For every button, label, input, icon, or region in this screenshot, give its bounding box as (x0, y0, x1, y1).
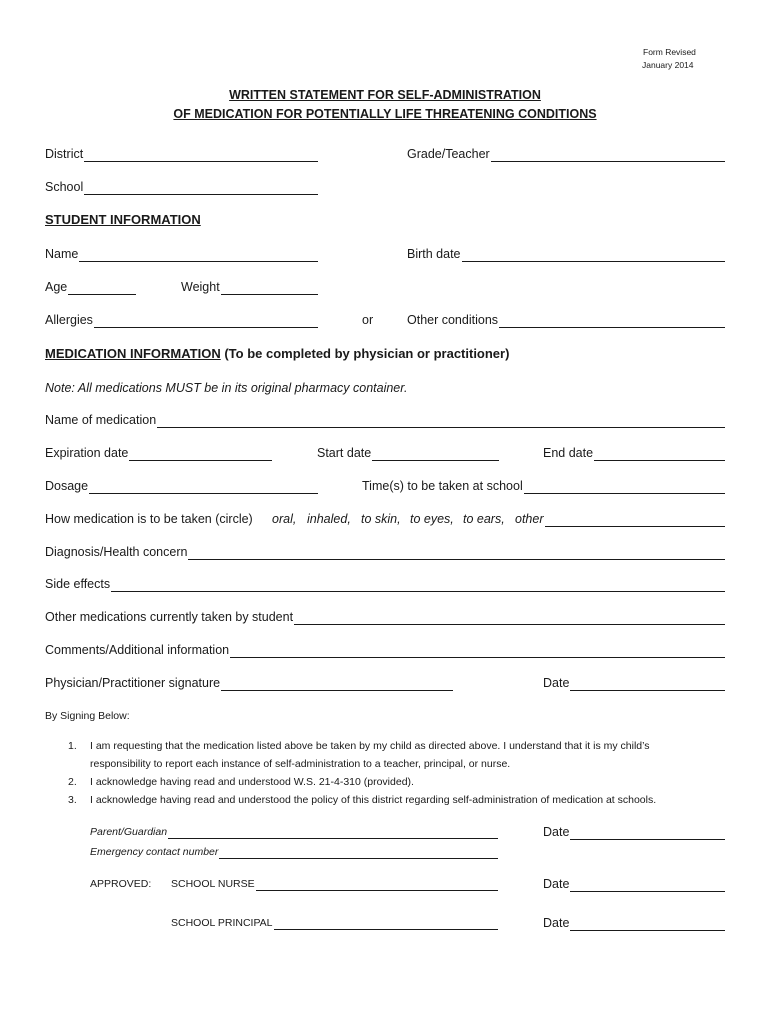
form-revised-date: January 2014 (642, 60, 694, 70)
school-nurse-line[interactable] (256, 880, 498, 891)
method-to-skin[interactable]: to skin, (361, 512, 401, 526)
school-nurse-field[interactable] (171, 877, 498, 891)
end-date-field[interactable] (543, 445, 725, 461)
times-label: Time(s) to be taken at school (362, 479, 523, 493)
method-oral[interactable]: oral, (272, 512, 297, 526)
nurse-date-label: Date (543, 877, 570, 891)
diagnosis-label: Diagnosis/Health concern (45, 545, 188, 559)
or-text: or (362, 313, 374, 327)
medication-info-subtitle: (To be completed by physician or practitioner) (220, 346, 510, 361)
expiration-date-label: Expiration date (45, 446, 129, 460)
side-effects-field[interactable] (45, 576, 725, 592)
container-note: Note: All medications MUST be in its original pharmacy container. (45, 381, 408, 395)
allergies-label: Allergies (45, 313, 93, 327)
nurse-date-field[interactable] (543, 876, 725, 892)
method-other-field[interactable] (515, 511, 725, 527)
medication-info-heading (45, 346, 509, 362)
school-principal-line[interactable] (274, 919, 498, 930)
method-inhaled[interactable]: inhaled, (307, 512, 351, 526)
start-date-line[interactable] (372, 448, 499, 461)
signing-intro: By Signing Below: (45, 710, 130, 722)
item-1-text-continued: responsibility to report each instance of self-administration to a teacher, principal, or nurse. (90, 758, 511, 770)
weight-line[interactable] (221, 282, 318, 295)
diagnosis-line[interactable] (188, 547, 725, 560)
item-3-text: I acknowledge having read and understood the policy of this district regarding self-administration of medication at schools. (90, 794, 657, 806)
district-label: District (45, 147, 84, 161)
comments-line[interactable] (230, 645, 725, 658)
allergies-field[interactable] (45, 312, 318, 328)
other-conditions-line[interactable] (499, 315, 725, 328)
start-date-label: Start date (317, 446, 372, 460)
start-date-field[interactable] (317, 445, 499, 461)
age-field[interactable] (45, 279, 136, 295)
other-medications-line[interactable] (294, 612, 725, 625)
how-taken-label: How medication is to be taken (circle) (45, 512, 253, 526)
other-medications-label: Other medications currently taken by student (45, 610, 294, 624)
nurse-date-line[interactable] (570, 879, 725, 892)
birth-date-field[interactable] (407, 246, 725, 262)
dosage-line[interactable] (89, 481, 318, 494)
district-field[interactable] (45, 146, 318, 162)
age-line[interactable] (68, 282, 136, 295)
end-date-line[interactable] (594, 448, 725, 461)
item-2-text: I acknowledge having read and understood W.S. 21-4-310 (provided). (90, 776, 414, 788)
physician-signature-field[interactable] (45, 675, 453, 691)
allergies-line[interactable] (94, 315, 318, 328)
times-field[interactable] (362, 478, 725, 494)
end-date-label: End date (543, 446, 594, 460)
other-medications-field[interactable] (45, 609, 725, 625)
method-other-line[interactable] (545, 514, 726, 527)
physician-signature-line[interactable] (221, 678, 453, 691)
method-to-eyes[interactable]: to eyes, (410, 512, 454, 526)
other-conditions-label: Other conditions (407, 313, 499, 327)
emergency-contact-field[interactable] (90, 845, 498, 859)
name-label: Name (45, 247, 79, 261)
diagnosis-field[interactable] (45, 544, 725, 560)
item-1-number: 1. (68, 740, 77, 752)
medication-name-line[interactable] (157, 415, 725, 428)
comments-field[interactable] (45, 642, 725, 658)
method-to-ears[interactable]: to ears, (463, 512, 505, 526)
physician-date-label: Date (543, 676, 570, 690)
approved-label: APPROVED: (90, 878, 152, 890)
school-nurse-label: SCHOOL NURSE (171, 878, 255, 890)
parent-guardian-line[interactable] (168, 828, 498, 839)
name-line[interactable] (79, 249, 318, 262)
side-effects-line[interactable] (111, 579, 725, 592)
dosage-field[interactable] (45, 478, 318, 494)
form-title-line1: WRITTEN STATEMENT FOR SELF-ADMINISTRATION (229, 88, 541, 102)
physician-signature-label: Physician/Practitioner signature (45, 676, 221, 690)
item-3-number: 3. (68, 794, 77, 806)
weight-label: Weight (181, 280, 220, 294)
school-label: School (45, 180, 84, 194)
school-line[interactable] (84, 182, 318, 195)
weight-field[interactable] (181, 279, 318, 295)
dosage-label: Dosage (45, 479, 89, 493)
parent-guardian-label: Parent/Guardian (90, 826, 168, 838)
medication-name-field[interactable] (45, 412, 725, 428)
comments-label: Comments/Additional information (45, 643, 230, 657)
birth-date-label: Birth date (407, 247, 461, 261)
item-2-number: 2. (68, 776, 77, 788)
student-info-heading: STUDENT INFORMATION (45, 212, 201, 227)
method-other[interactable]: other (515, 512, 544, 526)
medication-name-label: Name of medication (45, 413, 157, 427)
name-field[interactable] (45, 246, 318, 262)
parent-date-line[interactable] (570, 827, 725, 840)
physician-date-field[interactable] (543, 675, 725, 691)
principal-date-field[interactable] (543, 915, 725, 931)
form-revised-label: Form Revised (643, 47, 696, 57)
grade-teacher-field[interactable] (407, 146, 725, 162)
district-line[interactable] (84, 149, 318, 162)
expiration-date-field[interactable] (45, 445, 272, 461)
principal-date-label: Date (543, 916, 570, 930)
parent-date-label: Date (543, 825, 570, 839)
grade-teacher-label: Grade/Teacher (407, 147, 490, 161)
school-field[interactable] (45, 179, 318, 195)
grade-teacher-line[interactable] (491, 149, 725, 162)
other-conditions-field[interactable] (407, 312, 725, 328)
parent-guardian-field[interactable] (90, 825, 498, 839)
physician-date-line[interactable] (570, 678, 725, 691)
item-1-text: I am requesting that the medication listed above be taken by my child as directed above. I understand that it is my child’s (90, 740, 650, 752)
birth-date-line[interactable] (462, 249, 725, 262)
principal-date-line[interactable] (570, 918, 725, 931)
emergency-contact-label: Emergency contact number (90, 846, 219, 858)
parent-date-field[interactable] (543, 824, 725, 840)
school-principal-field[interactable] (171, 916, 498, 930)
medication-info-title: MEDICATION INFORMATION (45, 346, 221, 361)
school-principal-label: SCHOOL PRINCIPAL (171, 917, 273, 929)
form-title-line2: OF MEDICATION FOR POTENTIALLY LIFE THREATENING CONDITIONS (173, 107, 597, 121)
side-effects-label: Side effects (45, 577, 111, 591)
emergency-contact-line[interactable] (219, 848, 498, 859)
times-line[interactable] (524, 481, 725, 494)
age-label: Age (45, 280, 68, 294)
expiration-date-line[interactable] (129, 448, 272, 461)
